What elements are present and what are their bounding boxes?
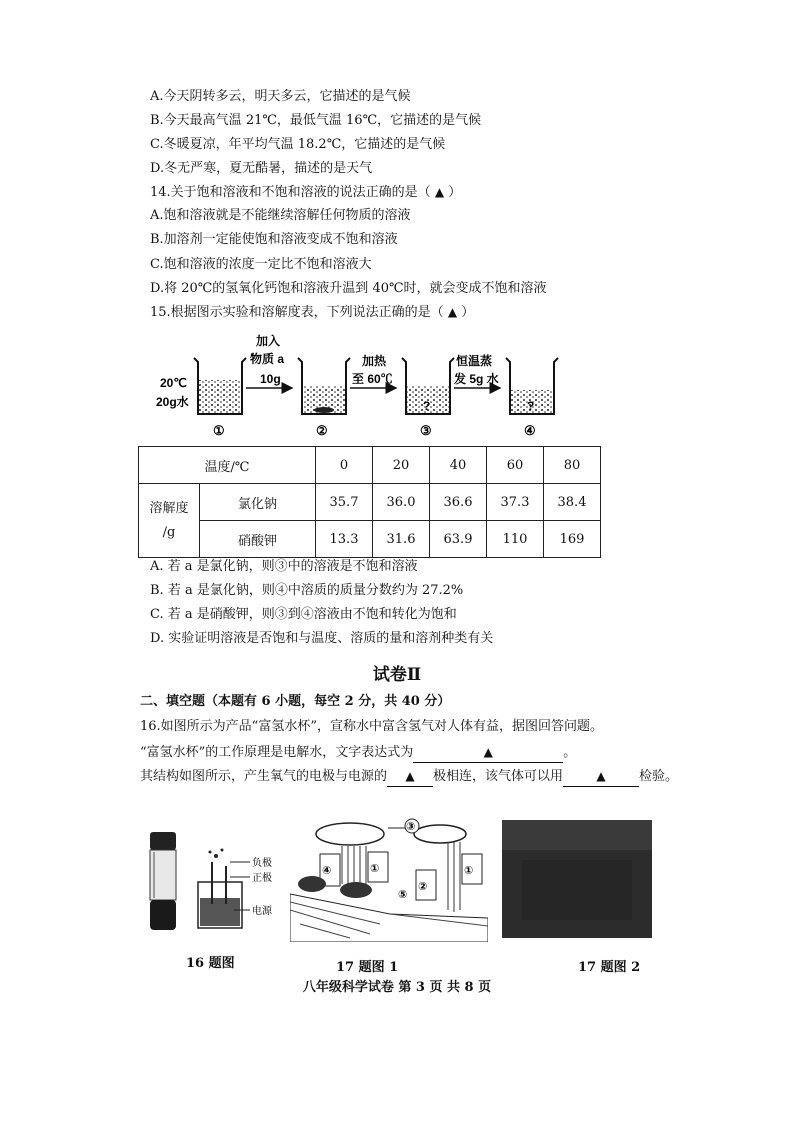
cycle-label-1-left: ① [370, 862, 380, 875]
answer-blank[interactable] [563, 767, 639, 787]
row-name-nacl: 氯化钠 [200, 484, 316, 521]
answer-blank-mark: ▲ [405, 769, 415, 783]
cycle-label-1-right: ① [464, 864, 474, 877]
q16-line3-mid: 极相连，该气体可以用 [433, 769, 564, 784]
temp-header: 温度/℃ [139, 447, 316, 484]
cycle-label-5: ⑤ [398, 888, 408, 901]
step3-line2: 发 5g 水 [454, 372, 499, 386]
table-cell: 38.4 [544, 484, 601, 521]
q14-stem-text: 14.关于饱和溶液和不饱和溶液的说法正确的是（ [150, 185, 431, 200]
q16-line3 [140, 767, 678, 787]
beaker-label-4: ④ [524, 423, 536, 438]
q16-line2-text: “富氢水杯”的工作原理是电解水，文字表达式为 [140, 745, 414, 760]
answer-blank-mark: ▲ [434, 185, 445, 199]
q16-line3-end: 检验。 [639, 769, 679, 784]
table-header-row [139, 447, 601, 484]
beaker-4-unknown: ? [527, 399, 535, 413]
q14-option-b: B.加溶剂一定能使饱和溶液变成不饱和溶液 [150, 232, 398, 247]
answer-blank[interactable] [387, 767, 433, 787]
fig17-water-cycle [290, 814, 488, 942]
cloud-right [414, 825, 466, 843]
solubility-table [138, 446, 601, 558]
land-and-trees [290, 876, 488, 942]
fig17-photo [502, 820, 652, 938]
q15-experiment-diagram [150, 328, 610, 440]
q16-line2-end: 。 [563, 745, 577, 760]
q16-line1: 16.如图所示为产品“富氢水杯”，宣称水中富含氢气对人体有益，据图回答问题。 [140, 719, 603, 734]
beaker-label-1: ① [213, 423, 225, 438]
label-negative: 负极 [252, 858, 272, 869]
q14-option-c: C.饱和溶液的浓度一定比不饱和溶液大 [150, 257, 372, 272]
table-cell: 169 [544, 521, 601, 558]
temp-cell: 80 [544, 447, 601, 484]
caption-fig16: 16 题图 [186, 956, 235, 971]
q15-stem [150, 303, 474, 322]
table-row [139, 521, 601, 558]
label-positive: 正极 [252, 873, 272, 884]
q13-option-d: D.冬无严寒，夏无酷暑，描述的是天气 [150, 161, 373, 176]
step2-line1: 加热 [362, 354, 387, 368]
caption-fig17-2: 17 题图 2 [578, 960, 641, 975]
temp-cell: 0 [316, 447, 373, 484]
q15-option-c: C. 若 a 是硝酸钾，则③到④溶液由不饱和转化为饱和 [150, 607, 457, 622]
photo-ground [522, 860, 632, 920]
cycle-label-4: ④ [322, 864, 332, 877]
temp-cell: 60 [487, 447, 544, 484]
rain-lines [342, 842, 460, 912]
section-header: 二、填空题（本题有 6 小题，每空 2 分，共 40 分） [140, 694, 451, 709]
page-footer: 八年级科学试卷 第 3 页 共 8 页 [302, 980, 492, 995]
table-cell: 31.6 [373, 521, 430, 558]
table-cell: 110 [487, 521, 544, 558]
solubility-unit: /g [162, 524, 176, 540]
beaker-3-unknown: ? [423, 399, 431, 413]
step2-line2: 至 60℃ [352, 372, 393, 386]
q15-option-b: B. 若 a 是氯化钠，则④中溶质的质量分数约为 27.2% [150, 583, 464, 598]
cycle-label-3: ③ [406, 820, 416, 833]
q13-option-c: C.冬暖夏凉，年平均气温 18.2℃，它描述的是气候 [150, 137, 446, 152]
table-cell: 36.0 [373, 484, 430, 521]
beaker-label-2: ② [316, 423, 328, 438]
step3-line1: 恒温蒸 [456, 354, 493, 368]
temp-cell: 40 [430, 447, 487, 484]
q13-option-a: A.今天阴转多云，明天多云，它描述的是气候 [150, 89, 411, 104]
cycle-label-2: ② [418, 880, 428, 893]
section-title: 试卷Ⅱ [372, 665, 422, 685]
start-temp: 20℃ [160, 376, 187, 390]
step1-line3: 10g [260, 372, 281, 386]
q15-option-a: A. 若 a 是氯化钠，则③中的溶液是不饱和溶液 [150, 559, 418, 574]
answer-blank-mark: ▲ [596, 769, 606, 783]
q15-option-d: D. 实验证明溶液是否饱和与温度、溶质的量和溶剂种类有关 [150, 631, 494, 646]
temp-cell: 20 [373, 447, 430, 484]
table-cell: 13.3 [316, 521, 373, 558]
q15-stem-close: ） [461, 305, 475, 320]
q14-option-a: A.饱和溶液就是不能继续溶解任何物质的溶液 [150, 208, 411, 223]
step1-line1: 加入 [256, 334, 281, 348]
start-water: 20g水 [156, 395, 189, 409]
beaker-1 [194, 358, 246, 414]
q16-line3-text: 其结构如图所示，产生氧气的电极与电源的 [140, 769, 388, 784]
beaker-label-3: ③ [420, 423, 432, 438]
q13-option-b: B.今天最高气温 21℃，最低气温 16℃，它描述的是气候 [150, 113, 482, 128]
q16-line2 [140, 743, 576, 763]
answer-blank-mark: ▲ [483, 745, 493, 759]
photo-sky [502, 820, 652, 850]
caption-fig17-1: 17 题图 1 [336, 960, 399, 975]
answer-blank-mark: ▲ [447, 305, 458, 319]
table-row [139, 484, 601, 521]
electrolysis-schematic [198, 849, 250, 929]
cloud-left [316, 823, 384, 845]
q14-stem-close: ） [448, 185, 462, 200]
solubility-label: 溶解度 [149, 500, 189, 516]
answer-blank[interactable] [413, 743, 563, 763]
row-name-kno3: 硝酸钾 [200, 521, 316, 558]
q14-option-d: D.将 20℃的氢氧化钙饱和溶液升温到 40℃时，就会变成不饱和溶液 [150, 281, 547, 296]
table-cell: 63.9 [430, 521, 487, 558]
table-cell: 37.3 [487, 484, 544, 521]
beaker-2 [298, 358, 350, 414]
q15-stem-text: 15.根据图示实验和溶解度表，下列说法正确的是（ [150, 305, 444, 320]
table-cell: 35.7 [316, 484, 373, 521]
cup-illustration [150, 832, 176, 930]
label-power: 电源 [252, 906, 272, 917]
step1-line2: 物质 a [250, 352, 285, 366]
fig16-hydrogen-cup [140, 822, 290, 942]
q14-stem [150, 183, 461, 202]
solubility-group-label [139, 484, 200, 558]
table-cell: 36.6 [430, 484, 487, 521]
